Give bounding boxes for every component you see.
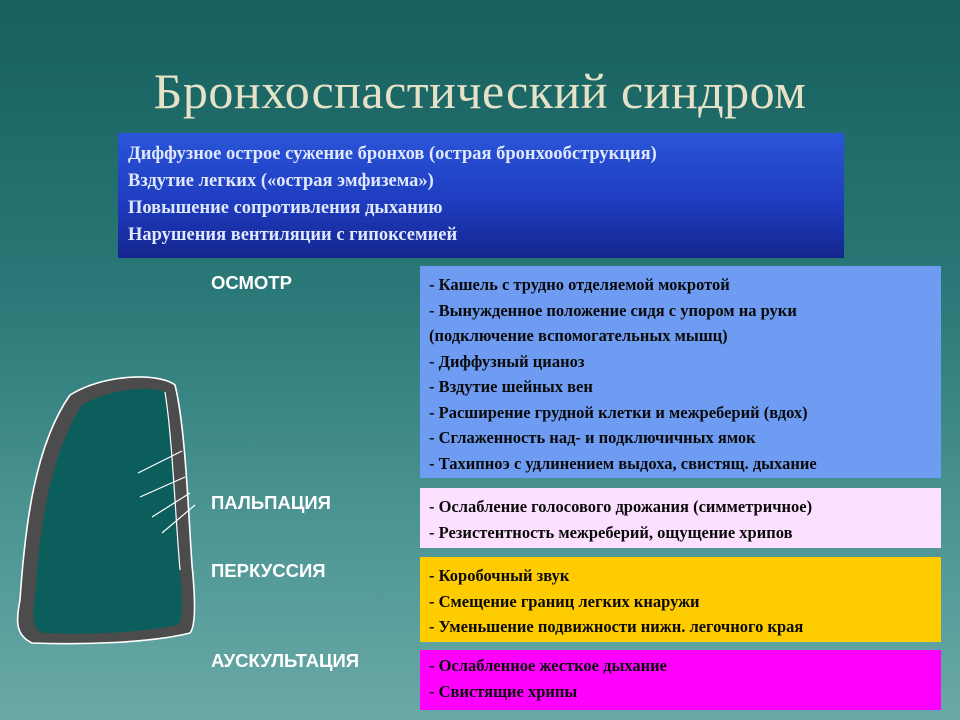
osmotr-item: - Кашель с трудно отделяемой мокротой	[429, 275, 730, 294]
summary-line: Вздутие легких («острая эмфизема»)	[128, 171, 434, 191]
auscultation-item: - Ослабленное жесткое дыхание	[429, 656, 667, 675]
osmotr-item: - Вздутие шейных вен	[429, 377, 593, 396]
lung-illustration	[10, 365, 210, 665]
summary-line: Диффузное острое сужение бронхов (острая бронхообструкция)	[128, 144, 657, 164]
osmotr-item: - Сглаженность над- и подключичных ямок	[429, 428, 756, 447]
osmotr-item: - Расширение грудной клетки и межреберий (вдох)	[429, 402, 808, 422]
percussion-item: - Коробочный звук	[429, 566, 570, 585]
palpation-box	[420, 488, 941, 548]
auscultation-label: АУСКУЛЬТАЦИЯ	[211, 650, 360, 671]
summary-line: Нарушения вентиляции с гипоксемией	[128, 225, 458, 245]
palpation-label: ПАЛЬПАЦИЯ	[211, 492, 331, 513]
summary-line: Повышение сопротивления дыханию	[128, 198, 443, 218]
osmotr-label: ОСМОТР	[211, 272, 292, 293]
auscultation-box	[420, 650, 941, 710]
percussion-item: - Смещение границ легких кнаружи	[429, 591, 700, 611]
palpation-item: - Ослабление голосового дрожания (симметричное)	[429, 497, 813, 516]
percussion-item: - Уменьшение подвижности нижн. легочного края	[429, 617, 804, 636]
osmotr-item: (подключение вспомогательных мышц)	[429, 326, 728, 345]
osmotr-item: - Диффузный цианоз	[429, 351, 585, 371]
osmotr-box	[420, 266, 941, 478]
osmotr-item: - Тахипноэ с удлинением выдоха, свистящ. дыхание	[429, 453, 817, 473]
slide-title: Бронхоспастический синдром	[153, 63, 807, 119]
summary-box	[118, 133, 844, 258]
auscultation-item: - Свистящие хрипы	[429, 681, 578, 701]
percussion-box	[420, 557, 941, 642]
percussion-label: ПЕРКУССИЯ	[211, 560, 326, 581]
osmotr-item: - Вынужденное положение сидя с упором на руки	[429, 300, 797, 320]
palpation-item: - Резистентность межреберий, ощущение хрипов	[429, 522, 793, 542]
